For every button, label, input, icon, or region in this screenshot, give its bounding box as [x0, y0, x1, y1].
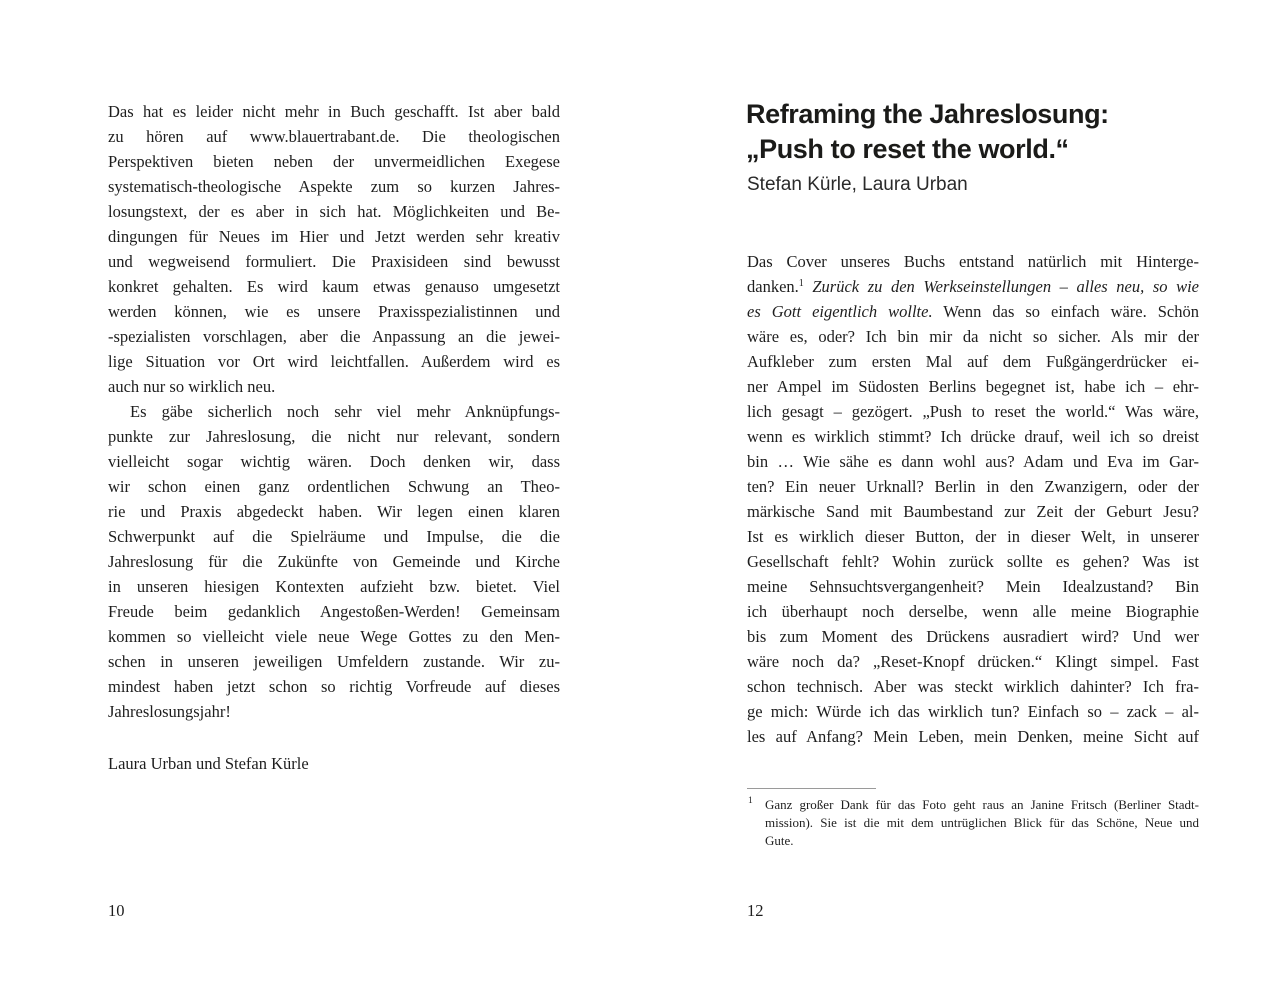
footnote-marker: 1: [748, 796, 753, 806]
text-line: punkte zur Jahreslosung, die nicht nur relevant, sondern: [108, 427, 560, 446]
text-line: ich überhaupt noch derselbe, wenn alle meine Biographie: [747, 602, 1199, 621]
footnote: [747, 796, 1199, 850]
text-line: werden können, wie es unsere Praxisspezialistinnen und: [108, 302, 560, 321]
text-line: wäre es, oder? Ich bin mir da nicht so sicher. Als mir der: [747, 327, 1199, 346]
text-line: mindest haben jetzt schon so richtig Vorfreude auf dieses: [108, 677, 560, 696]
text-line: ten? Ein neuer Urknall? Berlin in den Zwanzigern, oder der: [747, 477, 1199, 496]
text-line: rie und Praxis abgedeckt haben. Wir legen einen klaren: [108, 502, 560, 521]
author-signature: Laura Urban und Stefan Kürle: [108, 754, 309, 773]
text-line: ner Ampel im Südosten Berlins begegnet ist, habe ich – ehr-: [747, 377, 1199, 396]
text-line: dingungen für Neues im Hier und Jetzt werden sehr kreativ: [108, 227, 560, 246]
text-line: wenn es wirklich stimmt? Ich drücke drauf, weil ich so dreist: [747, 427, 1199, 446]
text-line: wir schon einen ganz ordentlichen Schwung an Theo-: [108, 477, 560, 496]
chapter-title-line-1: Reframing the Jahreslosung:: [746, 99, 1109, 129]
page-number-right: 12: [747, 901, 764, 920]
text-line: vielleicht sogar wichtig wären. Doch denken wir, dass: [108, 452, 560, 471]
body-text-left: [108, 99, 560, 724]
text-line: ge mich: Würde ich das wirklich tun? Einfach so – zack – al-: [747, 702, 1199, 721]
paragraph: [747, 249, 1199, 749]
text-line: Perspektiven bieten neben der unvermeidlichen Exegese: [108, 152, 560, 171]
text-line: Schwerpunkt auf die Spielräume und Impulse, die die: [108, 527, 560, 546]
text-line: schon technisch. Aber was steckt wirklich dahinter? Ich fra-: [747, 677, 1199, 696]
text-line: mission). Sie ist die mit dem untrüglichen Blick für das Schöne, Neue und: [765, 815, 1199, 830]
text-line: losungstext, der es aber in sich hat. Möglichkeiten und Be-: [108, 202, 560, 221]
text-line: Das Cover unseres Buchs entstand natürlich mit Hinterge-: [747, 252, 1199, 271]
text-line: konkret gehalten. Es wird kaum etwas genauso umgesetzt: [108, 277, 560, 296]
body-text-right: [747, 249, 1199, 749]
text-line: -spezialisten vorschlagen, aber die Anpassung an die jewei-: [108, 327, 560, 346]
paragraph: [108, 399, 560, 724]
text-line: zu hören auf www.blauertrabant.de. Die theologischen: [108, 127, 560, 146]
text-line: meine Sehnsuchtsvergangenheit? Mein Idealzustand? Bin: [747, 577, 1199, 596]
text-line: und wegweisend formuliert. Die Praxisideen sind bewusst: [108, 252, 560, 271]
text-line: bis zum Moment des Drückens ausradiert wird? Und wer: [747, 627, 1199, 646]
page-number-left: 10: [108, 901, 125, 920]
footnote-separator: [747, 788, 876, 789]
text-line: les auf Anfang? Mein Leben, mein Denken, meine Sicht auf: [747, 727, 1199, 746]
text-line: märkische Sand mit Baumbestand zur Zeit der Geburt Jesu?: [747, 502, 1199, 521]
text-line: Gute.: [765, 833, 794, 848]
footnote-text: [765, 796, 1199, 850]
text-line: danken.$^1$ Zurück zu den Werkseinstellungen – alles neu, so wie: [747, 277, 1199, 296]
text-line: wäre noch da? „Reset-Knopf drücken.“ Klingt simpel. Fast: [747, 652, 1199, 671]
paragraph: [108, 99, 560, 399]
chapter-title-line-2: „Push to reset the world.“: [746, 134, 1069, 164]
paragraph: [765, 796, 1199, 850]
text-line: in unseren hiesigen Kontexten aufzieht bzw. bietet. Viel: [108, 577, 560, 596]
text-line: Gesellschaft fehlt? Wohin zurück sollte es gehen? Was ist: [747, 552, 1199, 571]
text-line: Ist es wirklich dieser Button, der in dieser Welt, in unserer: [747, 527, 1199, 546]
text-line: systematisch-theologische Aspekte zum so kurzen Jahres-: [108, 177, 560, 196]
text-line: Ganz großer Dank für das Foto geht raus an Janine Fritsch (Berliner Stadt-: [765, 797, 1199, 812]
text-line: es Gott eigentlich wollte. Wenn das so einfach wäre. Schön: [747, 302, 1199, 321]
text-line: lich gesagt – gezögert. „Push to reset the world.“ Was wäre,: [747, 402, 1199, 421]
chapter-title: [746, 97, 1246, 167]
text-line: kommen so vielleicht viele neue Wege Gottes zu den Men-: [108, 627, 560, 646]
text-line: Es gäbe sicherlich noch sehr viel mehr Anknüpfungs-: [130, 402, 560, 421]
text-line: lige Situation vor Ort wird leichtfallen. Außerdem wird es: [108, 352, 560, 371]
text-line: Jahreslosung für die Zukünfte von Gemeinde und Kirche: [108, 552, 560, 571]
text-line: bin … Wie sähe es dann wohl aus? Adam und Eva im Gar-: [747, 452, 1199, 471]
text-line: schen in unseren jeweiligen Umfeldern zustande. Wir zu-: [108, 652, 560, 671]
text-line: Aufkleber zum ersten Mal auf dem Fußgängerdrücker ei-: [747, 352, 1199, 371]
text-line: Das hat es leider nicht mehr in Buch geschafft. Ist aber bald: [108, 102, 560, 121]
text-line: Freude beim gedanklich Angestoßen-Werden! Gemeinsam: [108, 602, 560, 621]
chapter-byline: Stefan Kürle, Laura Urban: [747, 174, 968, 195]
text-line: auch nur so wirklich neu.: [108, 377, 276, 396]
text-line: Jahreslosungsjahr!: [108, 702, 231, 721]
